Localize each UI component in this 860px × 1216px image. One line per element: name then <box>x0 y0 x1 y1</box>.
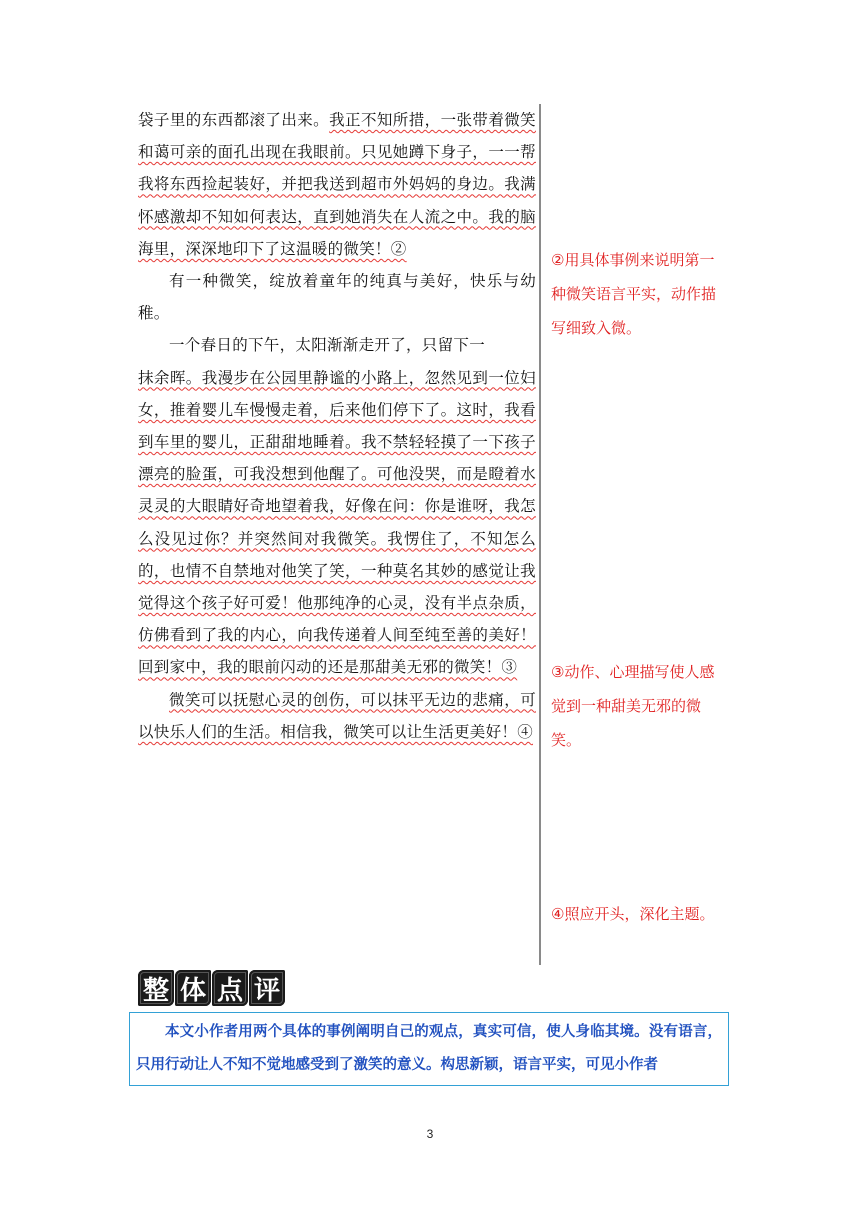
badge-char: 整 <box>138 970 174 1006</box>
essay-paragraph-4 <box>138 684 536 748</box>
badge-char: 评 <box>249 970 285 1006</box>
badge-char: 体 <box>175 970 211 1006</box>
column-divider <box>539 104 541 965</box>
essay-paragraph-3-line-1: 一个春日的下午，太阳渐渐走开了，只留下一 <box>169 336 486 355</box>
wavy-underlined-text: 我正不知所措，一张带着微笑和蔼可亲的面孔出现在我眼前。只见她蹲下身子，一一帮我将东西捡起装好，并把我送到超市外妈妈的身边。我满怀感激却不知如何表达，直到她消失在人流之中。我的脑海里，深深地印下了这温暖的微笑！② <box>138 111 536 258</box>
essay-paragraph-1 <box>138 104 536 265</box>
margin-note-4: ④照应开头，深化主题。 <box>551 905 715 923</box>
margin-note-2: ②用具体事例来说明第一种微笑语言平实，动作描写细致入微。 <box>551 251 717 337</box>
page-number: 3 <box>426 1127 434 1141</box>
essay-text: 袋子里的东西都滚了出来。 <box>138 111 330 129</box>
essay-paragraph-2: 有一种微笑，绽放着童年的纯真与美好，快乐与幼稚。 <box>138 272 536 323</box>
margin-note-3: ③动作、心理描写使人感觉到一种甜美无邪的微笑。 <box>551 663 715 749</box>
wavy-underlined-text: 微笑可以抚慰心灵的创伤，可以抹平无边的悲痛，可以快乐人们的生活。相信我，微笑可以让生活更美好！④ <box>138 690 536 741</box>
badge-char: 点 <box>212 970 248 1006</box>
essay-body <box>138 104 536 748</box>
wavy-underlined-text: 抹余晖。我漫步在公园里静谧的小路上，忽然见到一位妇女，推着婴儿车慢慢走着，后来他们停下了。这时，我看到车里的婴儿，正甜甜地睡着。我不禁轻轻摸了一下孩子漂亮的脸蛋，可我没想到他醒了。可他没哭，而是瞪着水灵灵的大眼睛好奇地望着我，好像在问：你是谁呀，我怎么没见过你？并突然间对我微笑。我愣住了，不知怎么的，也情不自禁地对他笑了笑，一种莫名其妙的感觉让我觉得这个孩子好可爱！他那纯净的心灵，没有半点杂质，仿佛看到了我的内心，向我传递着人间至纯至善的美好！回到家中，我的眼前闪动的还是那甜美无邪的微笑！③ <box>138 368 536 677</box>
overall-review-box: 本文小作者用两个具体的事例阐明自己的观点，真实可信，使人身临其境。没有语言，只用行动让人不知不觉地感受到了激笑的意义。构思新颖，语言平实，可见小作者 <box>129 1012 729 1086</box>
essay-paragraph-3 <box>138 362 536 684</box>
overall-review-badge <box>138 970 285 1006</box>
